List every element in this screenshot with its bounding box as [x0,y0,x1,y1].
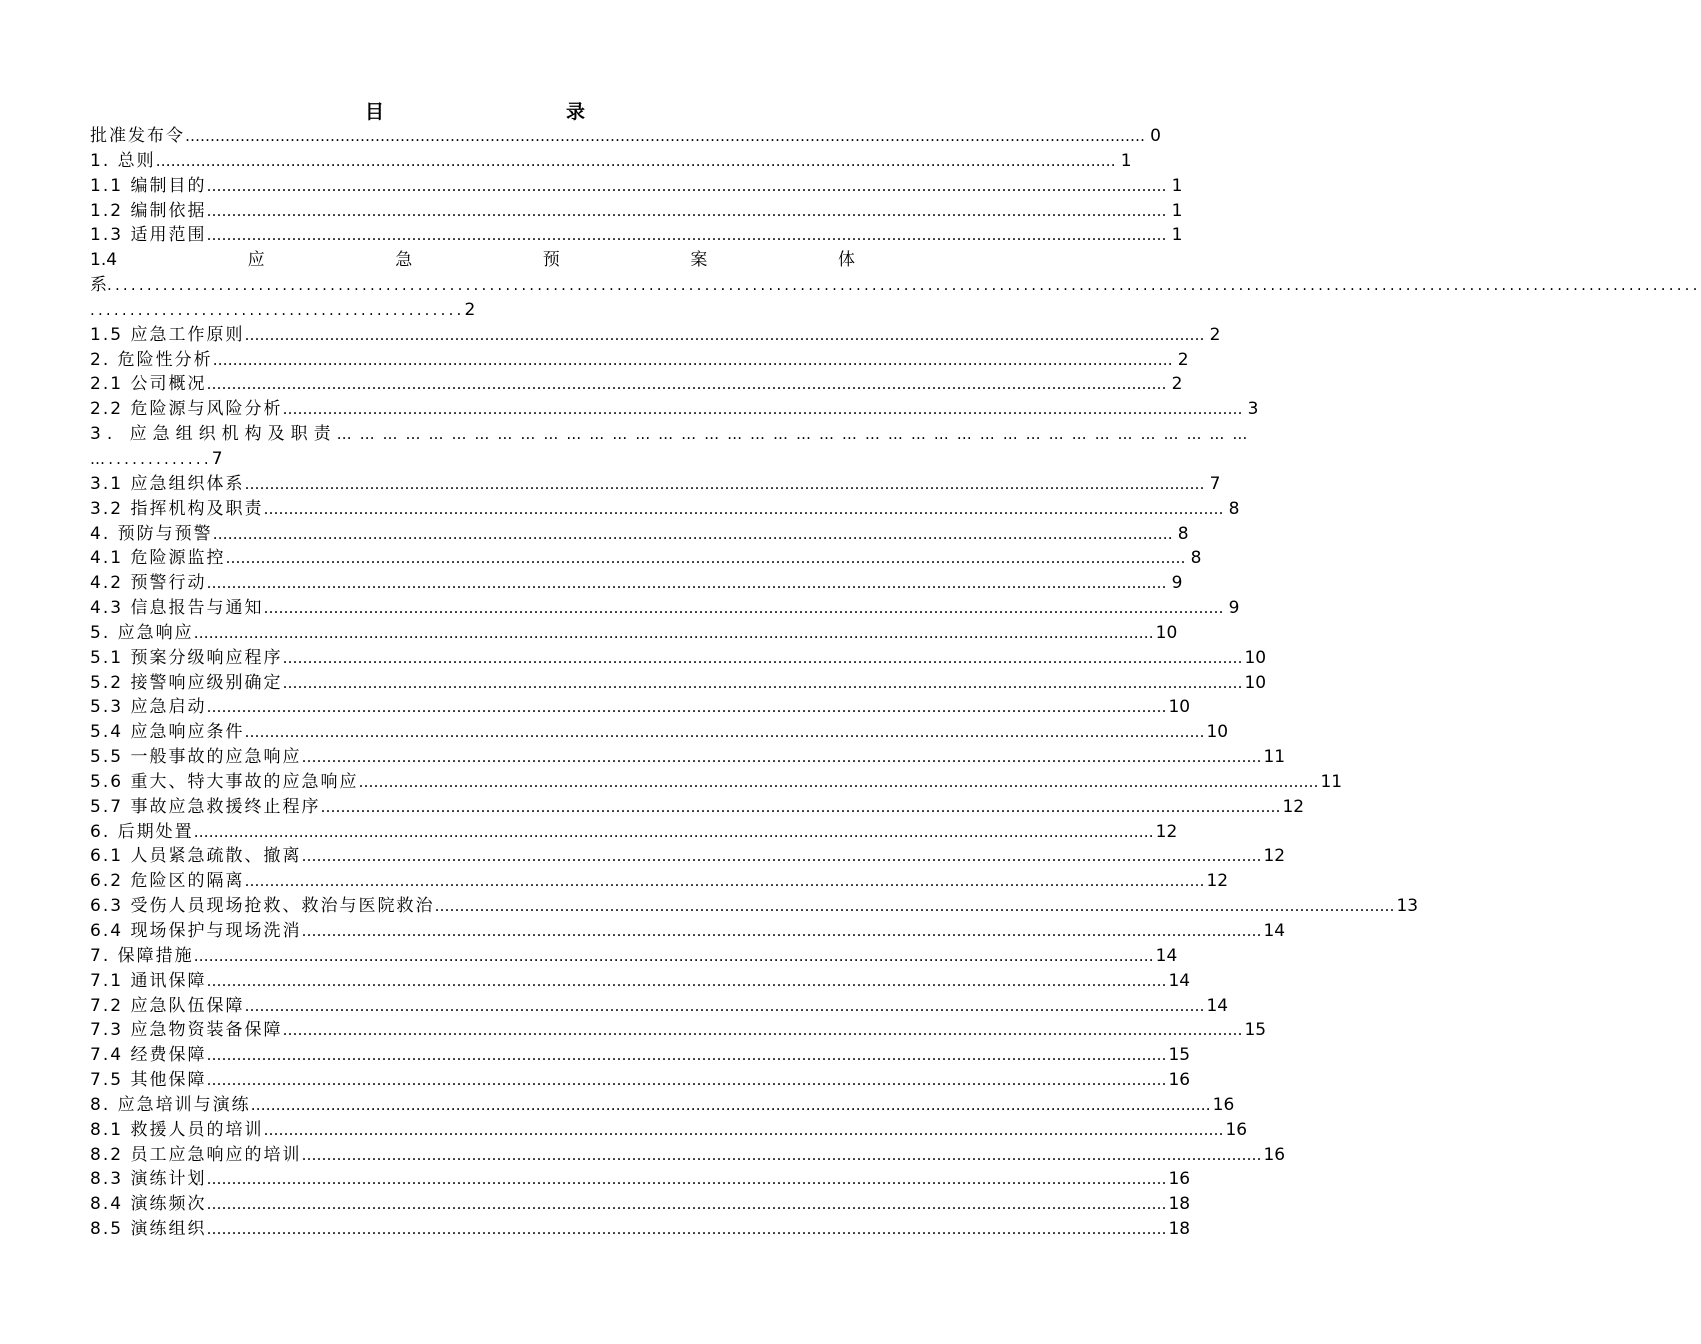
toc-entry-label: 4.1 危险源监控 [90,548,226,569]
dot-leader [206,969,1166,994]
toc-entry[interactable] [90,1192,1191,1217]
toc-entry[interactable] [90,919,1286,944]
toc-title: 目 录 [364,101,633,123]
toc-entry[interactable] [90,1143,1286,1168]
toc-entry-label: 6.3 受伤人员现场抢救、救治与医院救治 [90,896,435,917]
toc-entry-tail: 系 [90,275,107,296]
toc-entry[interactable] [90,1043,1191,1068]
page-number: 8 [1228,498,1240,519]
toc-entry-label: 1.1 编制目的 [90,175,207,196]
toc-entry-label: 8.1 救援人员的培训 [90,1119,264,1140]
dot-leader [206,695,1166,720]
toc-entry-label: 2.2 危险源与风险分析 [90,399,283,420]
page-number: 14 [1155,945,1178,966]
toc-entry-label: 7. 保障措施 [90,945,194,966]
toc-entry-label: 8. 应急培训与演练 [90,1094,251,1115]
dot-leader [301,1143,1261,1168]
page-number: 15 [1168,1045,1191,1066]
toc-entry-label: 1.5 应急工作原则 [90,324,245,345]
toc-entry[interactable] [90,1217,1191,1242]
page-number: 16 [1263,1144,1286,1165]
dot-leader [358,770,1318,795]
toc-entry-label: 7.2 应急队伍保障 [90,995,245,1016]
toc-entry-label: 3.1 应急组织体系 [90,473,245,494]
toc-entry-label: 8.3 演练计划 [90,1169,207,1190]
dot-leader [244,472,1204,497]
toc-entry[interactable] [90,546,1202,571]
page-number: 16 [1168,1070,1191,1091]
toc-entry[interactable] [90,795,1305,820]
dot-leader [282,646,1242,671]
dot-leader [213,522,1173,547]
toc-entry[interactable] [90,1018,1267,1043]
page-number: 1 [1171,200,1183,221]
dot-leader [244,869,1204,894]
toc-entry-label: 2.1 公司概况 [90,374,207,395]
dot-leader [244,720,1204,745]
dot-leader [206,1192,1166,1217]
dot-leader [320,795,1280,820]
toc-entry-label: 6.2 危险区的隔离 [90,871,245,892]
toc-entry[interactable] [90,323,1221,348]
toc-entry-label: 7.5 其他保障 [90,1070,207,1091]
page-number: 18 [1168,1194,1191,1215]
toc-entry-label: 4.3 信息报告与通知 [90,598,264,619]
toc-entry-label: 4.2 预警行动 [90,573,207,594]
toc-entry[interactable] [90,944,1178,969]
page-number: 1 [1120,150,1132,171]
toc-entry[interactable] [90,149,1132,174]
toc-entry[interactable] [90,1093,1235,1118]
dot-leader [206,1167,1166,1192]
page-number: 10 [1206,722,1229,743]
toc-entry-word: 应 [247,250,265,271]
toc-entry-label: 7.3 应急物资装备保障 [90,1020,283,1041]
page-number: 11 [1320,771,1343,792]
toc-entry-word: 案 [690,250,708,271]
dot-leader [206,1217,1166,1242]
toc-entry[interactable] [90,472,1221,497]
page-number: 9 [1171,573,1183,594]
toc-entry[interactable] [90,770,1343,795]
toc-entry[interactable] [90,596,1240,621]
toc-entry[interactable] [90,894,1419,919]
toc-entry-label: 7.1 通讯保障 [90,970,207,991]
toc-entry-label: 6.1 人员紧急疏散、撤离 [90,846,302,867]
toc-entry[interactable] [90,994,1229,1019]
dot-leader [156,149,1116,174]
toc-entry-label: 6.4 现场保护与现场洗消 [90,921,302,941]
toc-entry[interactable] [90,671,1267,696]
page-number: 12 [1282,796,1305,817]
dot-leader [194,820,1154,845]
toc-entry[interactable] [90,372,1183,397]
dot-leader [263,1118,1223,1143]
toc-entry[interactable] [90,869,1229,894]
page-number: 15 [1244,1020,1267,1041]
toc-entry[interactable] [90,348,1189,373]
dot-leader [194,944,1154,969]
toc-entry[interactable] [90,1167,1191,1192]
dot-leader [206,199,1166,224]
toc-entry-label: 5.2 接警响应级别确定 [90,672,283,693]
toc-entry-label: 批准发布令 [90,126,185,146]
page-number: 7 [1209,473,1221,494]
toc-entry-label: 7.4 经费保障 [90,1045,207,1066]
toc-entry[interactable] [90,844,1286,869]
dot-leader: ........................................................................................................................................................................................................ [107,276,1701,295]
page-number: 1 [1171,225,1183,246]
dot-leader [206,174,1166,199]
page-number: 10 [1168,697,1191,718]
toc-entry-word: 体 [837,250,855,271]
toc-entry[interactable] [90,1068,1191,1093]
toc-entry[interactable] [90,174,1183,199]
dot-leader [251,1093,1211,1118]
toc-entry-number: 1.4 [90,250,118,271]
toc-entry[interactable] [90,1118,1248,1143]
toc-entry-label: 2. 危险性分析 [90,349,213,370]
dot-leader [206,372,1166,397]
toc-entry-label: 1.3 适用范围 [90,225,207,246]
page-number: 14 [1168,970,1191,991]
page-number: 18 [1168,1219,1191,1240]
toc-entry[interactable] [90,199,1183,224]
page-number: 16 [1168,1169,1191,1190]
page-number: 8 [1177,523,1189,544]
dot-leader [244,323,1204,348]
page-number: 12 [1263,846,1286,867]
dot-leader [282,397,1242,422]
page-number: 1 [1171,175,1183,196]
toc-entry-label: 5.4 应急响应条件 [90,722,245,743]
toc-entry-wrapped[interactable] [90,248,855,273]
dot-leader [263,596,1223,621]
table-of-contents [90,124,1701,1242]
page-number: 8 [1190,548,1202,569]
dot-leader [206,223,1166,248]
toc-entry[interactable] [90,820,1178,845]
toc-entry[interactable] [90,621,1178,646]
page-number: 12 [1155,821,1178,842]
toc-entry-label: 5.1 预案分级响应程序 [90,647,283,668]
page-number: 2 [1177,349,1189,370]
toc-entry-label: 3.2 指挥机构及职责 [90,498,264,519]
toc-entry[interactable] [90,124,1161,149]
dot-leader [225,546,1185,571]
dot-leader [206,1043,1166,1068]
dot-leader [206,1068,1166,1093]
toc-entry-label: 3. 应急组织机构及职责 [90,424,337,445]
page-number: 14 [1263,921,1286,941]
dot-leader [301,919,1261,944]
dot-leader [244,994,1204,1019]
toc-entry-label: 8.4 演练频次 [90,1194,207,1215]
page-number: 7 [211,448,223,469]
dot-leader [213,348,1173,373]
toc-entry[interactable] [90,223,1183,248]
page-number: 16 [1225,1119,1248,1140]
page-number: 2 [1171,374,1183,395]
page-number: 9 [1228,598,1240,619]
toc-entry-label: 1. 总则 [90,150,156,171]
toc-entry-wrapped[interactable] [90,422,1249,447]
dot-leader [263,497,1223,522]
toc-entry[interactable] [90,969,1191,994]
toc-entry-label: 6. 后期处置 [90,821,194,842]
page-number: 10 [1244,672,1267,693]
page-number: 13 [1396,896,1419,917]
dot-leader [434,894,1394,919]
toc-entry-label: 5. 应急响应 [90,622,194,643]
toc-entry-word: 预 [542,250,560,271]
page-number: 16 [1212,1094,1235,1115]
page-number: 12 [1206,871,1229,892]
toc-entry-label: 5.6 重大、特大事故的应急响应 [90,771,359,792]
page-number: 11 [1263,747,1286,768]
page-number: 0 [1150,126,1161,146]
page-number: 10 [1155,622,1178,643]
toc-entry-label: 1.2 编制依据 [90,200,207,221]
dot-leader [301,745,1261,770]
toc-entry[interactable] [90,397,1259,422]
toc-entry[interactable] [90,745,1286,770]
dot-leader [206,571,1166,596]
toc-entry[interactable] [90,695,1191,720]
toc-entry[interactable] [90,497,1240,522]
page-number: 3 [1247,399,1259,420]
toc-entry[interactable] [90,571,1183,596]
toc-entry-label: 5.5 一般事故的应急响应 [90,747,302,768]
dot-leader [301,844,1261,869]
toc-entry-label: 5.3 应急启动 [90,697,207,718]
toc-entry-label: 5.7 事故应急救援终止程序 [90,796,321,817]
page-number: 2 [1209,324,1221,345]
page-number: 14 [1206,995,1229,1016]
dot-leader: …............. [90,449,212,468]
dot-leader [194,621,1154,646]
toc-entry-label: 8.5 演练组织 [90,1219,207,1240]
toc-entry-label: 8.2 员工应急响应的培训 [90,1144,302,1165]
dot-leader: … … … … … … … … … … … … … … … … … … … … … … … … … … … … … … … … … … … … … … … … [336,425,1249,444]
page-number: 10 [1244,647,1267,668]
dot-leader [282,671,1242,696]
page-number: 2 [464,299,476,320]
toc-entry[interactable] [90,720,1229,745]
toc-entry-word: 急 [395,250,413,271]
dot-leader [282,1018,1242,1043]
toc-entry[interactable] [90,522,1189,547]
toc-entry[interactable] [90,646,1267,671]
toc-entry-label: 4. 预防与预警 [90,523,213,544]
dot-leader [185,124,1145,149]
dot-leader: ............................................... [90,300,465,319]
